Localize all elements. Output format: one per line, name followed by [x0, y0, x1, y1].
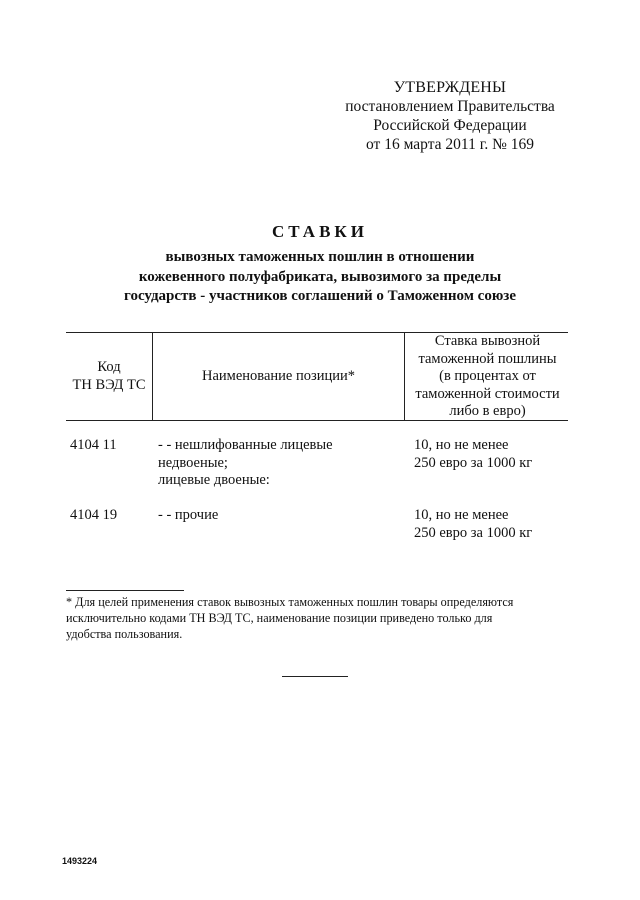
- header-rate-line: таможенной стоимости: [415, 385, 560, 402]
- document-subtitle: [60, 248, 580, 307]
- footnote-line: удобства пользования.: [66, 627, 183, 641]
- row-code: 4104 19: [70, 507, 118, 523]
- row-name-line: недвоеные;: [158, 454, 228, 471]
- header-code: [66, 359, 152, 394]
- footnote-line: * Для целей применения ставок вывозных таможенных пошлин товары определяются: [66, 595, 514, 609]
- footnote-rule: [66, 590, 184, 591]
- row-rate-line: 10, но не менее: [414, 507, 509, 523]
- document-number: 1493224: [62, 856, 98, 866]
- header-rate-line: таможенной пошлины: [418, 350, 557, 367]
- approval-heading: УТВЕРЖДЕНЫ: [393, 79, 507, 96]
- row-name-line: лицевые двоеные:: [158, 472, 270, 488]
- footnote: [66, 594, 566, 642]
- row-name: [158, 437, 398, 490]
- row-rate-line: 250 евро за 1000 кг: [414, 524, 533, 541]
- row-code: 4104 11: [70, 437, 117, 453]
- row-rate-line: 10, но не менее: [414, 437, 509, 453]
- row-rate: [414, 437, 570, 472]
- approval-line: от 16 марта 2011 г. № 169: [366, 136, 534, 153]
- row-rate-line: 250 евро за 1000 кг: [414, 454, 533, 471]
- subtitle-line: вывозных таможенных пошлин в отношении: [165, 249, 475, 265]
- header-rate-line: Ставка вывозной: [434, 333, 541, 349]
- row-name-line: - - прочие: [158, 507, 219, 523]
- row-name: [158, 507, 398, 525]
- subtitle-line: государств - участников соглашений о Таможенном союзе: [124, 288, 516, 304]
- header-name: Наименование позиции*: [202, 368, 355, 384]
- header-rate-line: (в процентах от: [439, 368, 536, 384]
- header-code-line: ТН ВЭД ТС: [72, 376, 146, 393]
- header-rate: [405, 333, 570, 421]
- row-name-line: - - нешлифованные лицевые: [158, 437, 333, 453]
- document-title: СТАВКИ: [272, 222, 368, 241]
- footnote-line: исключительно кодами ТН ВЭД ТС, наименование позиции приведено только для: [66, 611, 493, 625]
- approval-line: постановлением Правительства: [345, 98, 555, 115]
- approval-line: Российской Федерации: [373, 117, 527, 134]
- header-code-line: Код: [97, 359, 121, 375]
- approval-block: [300, 78, 600, 154]
- subtitle-line: кожевенного полуфабриката, вывозимого за пределы: [138, 268, 502, 285]
- row-rate: [414, 507, 570, 542]
- end-rule: [282, 676, 348, 677]
- header-rate-line: либо в евро): [449, 403, 526, 419]
